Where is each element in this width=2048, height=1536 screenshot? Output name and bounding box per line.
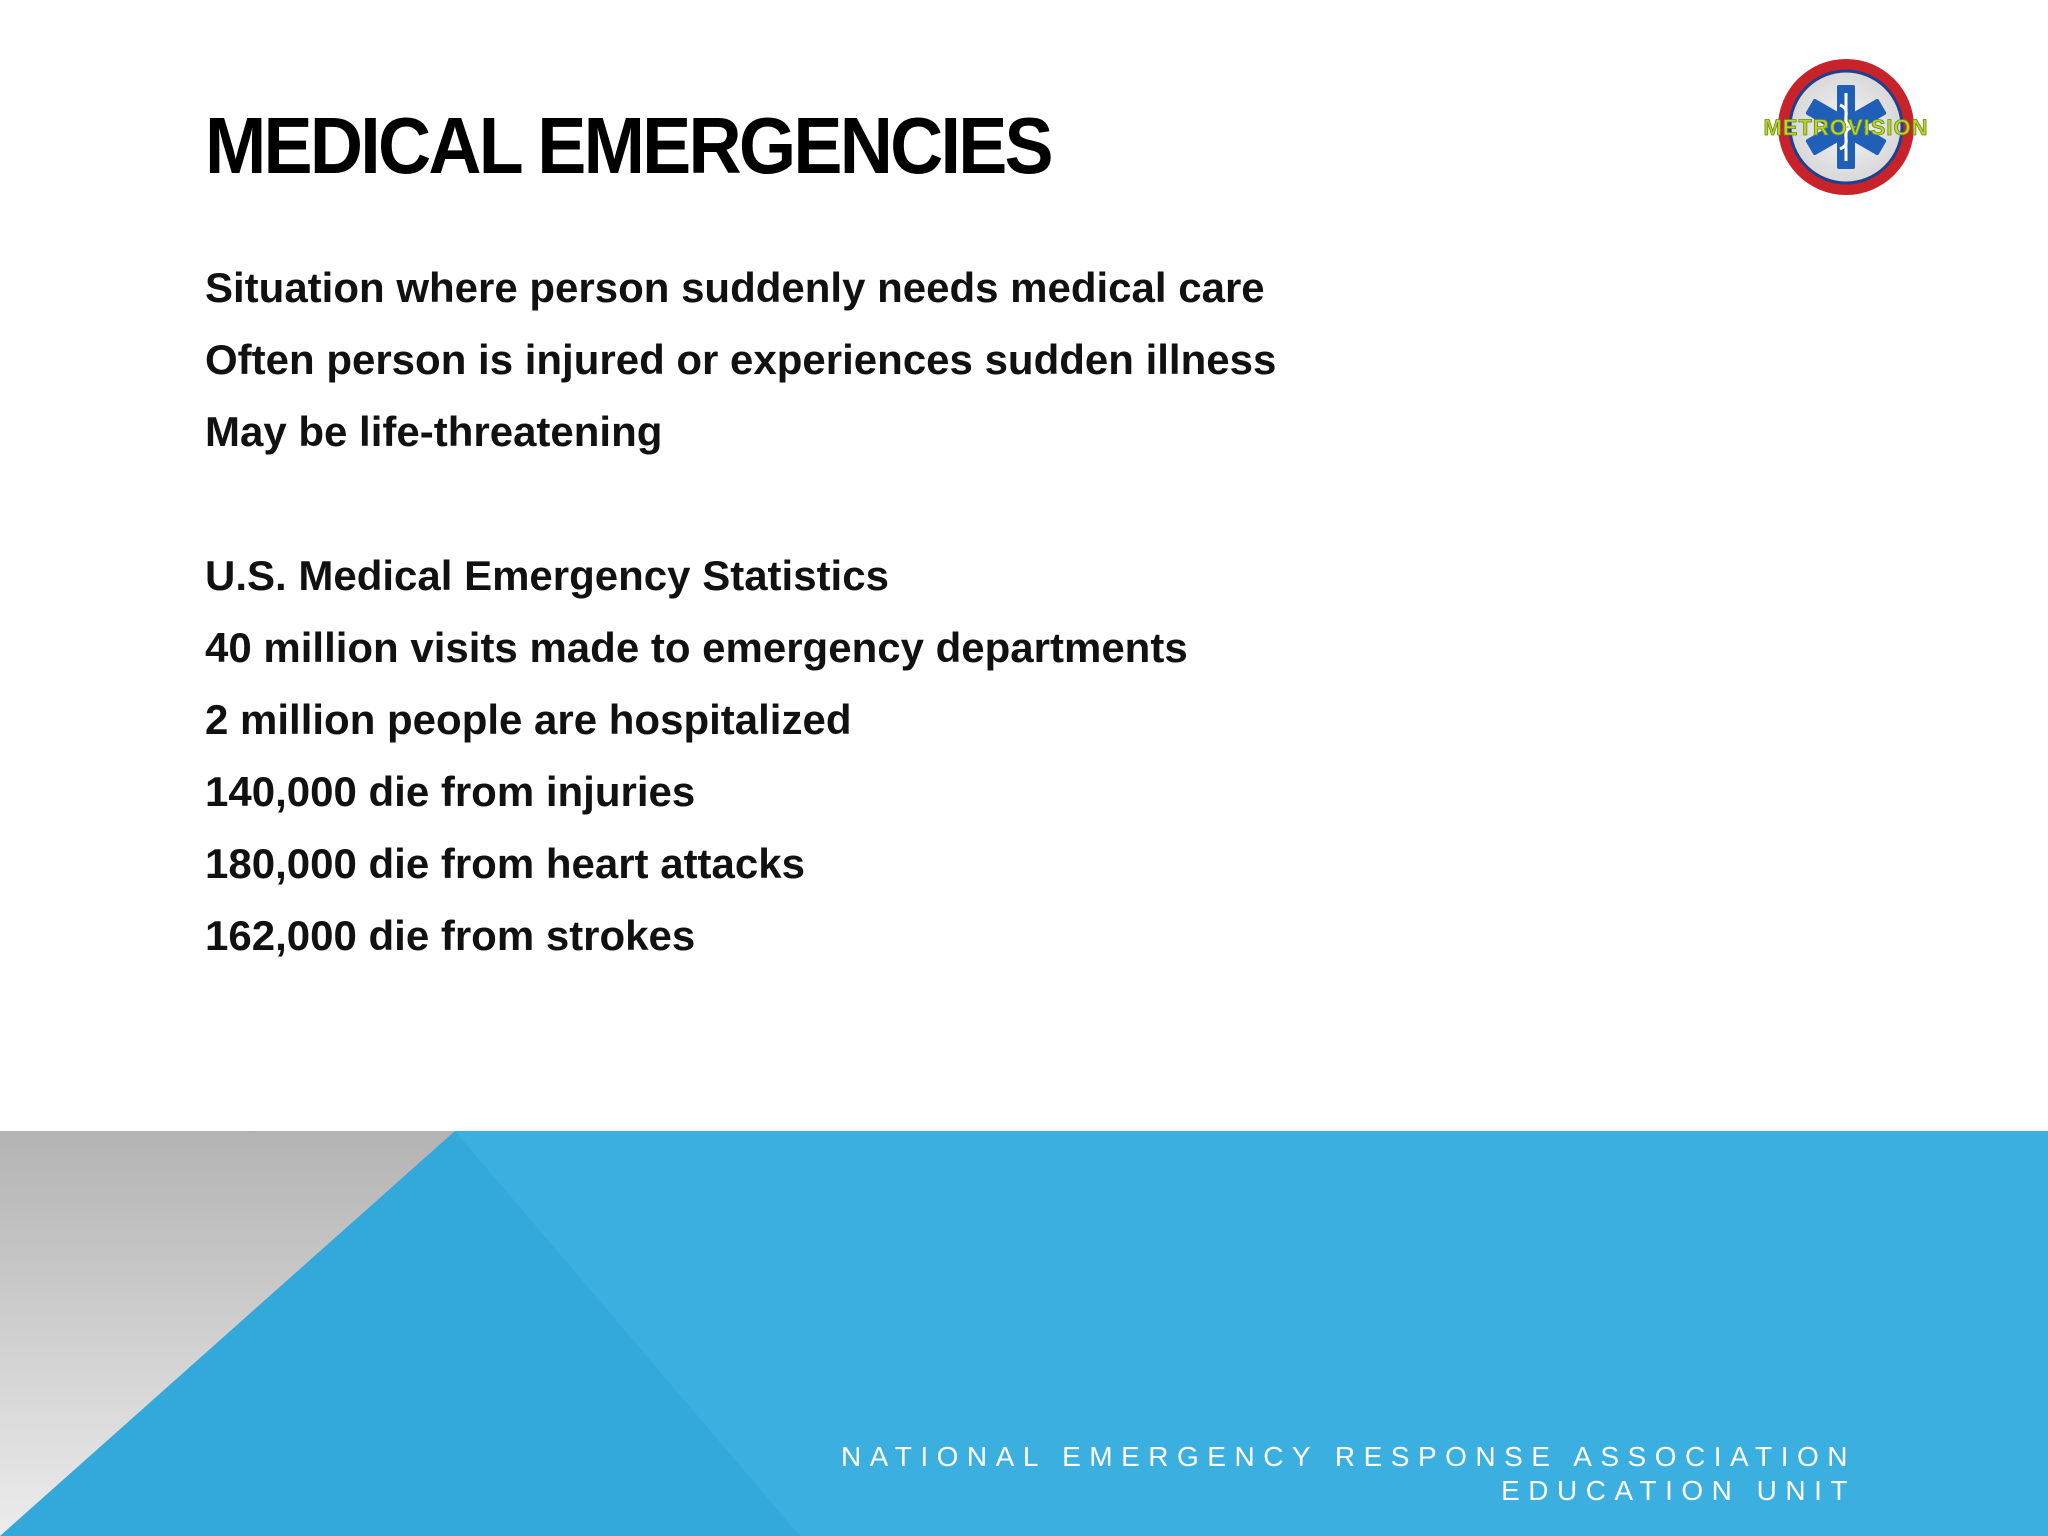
list-item: U.S. Medical Emergency Statistics (205, 552, 889, 599)
list-item: 2 million people are hospitalized (205, 696, 852, 743)
logo-wordmark: METROVISION (1763, 115, 1929, 140)
footer-line-1: NATIONAL EMERGENCY RESPONSE ASSOCIATION (840, 1441, 1856, 1472)
bullet-list (205, 252, 1276, 972)
footer-organization (841, 1440, 1856, 1508)
list-item: 180,000 die from heart attacks (205, 840, 805, 887)
list-item: Often person is injured or experiences sudden illness (205, 336, 1277, 383)
list-item: May be life-threatening (205, 408, 663, 455)
list-item: 140,000 die from injuries (205, 768, 696, 815)
metrovision-logo (1756, 55, 1936, 200)
list-item: 40 million visits made to emergency departments (205, 624, 1188, 671)
slide-title: MEDICAL EMERGENCIES (205, 101, 1051, 190)
list-item: Situation where person suddenly needs medical care (205, 264, 1265, 311)
list-item: 162,000 die from strokes (205, 912, 696, 959)
footer-line-2: EDUCATION UNIT (1501, 1475, 1856, 1506)
list-item (205, 468, 1276, 540)
